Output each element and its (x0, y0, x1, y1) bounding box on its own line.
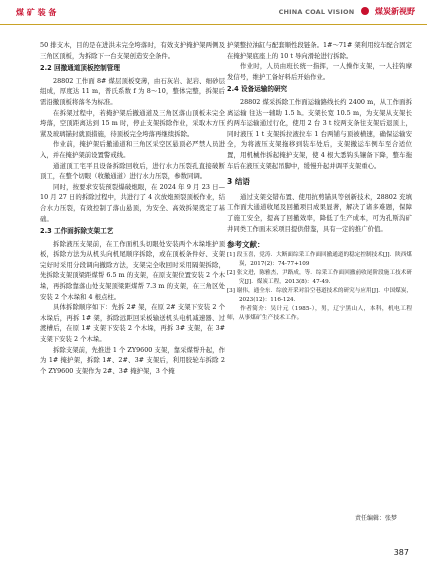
section-heading: 2.2 回撤通道顶板控制管理 (40, 64, 120, 73)
section-label: 煤 矿 装 备 (16, 8, 57, 17)
paragraph: 具体拆除顺序如下：先拆 2# 架，在原 2# 支架下安装 2 个木垛后，再拆 1# 架，拆除远距回采板输送机头电机减速器、过渡槽后，在原 1# 支架下安装 2 个木垛，再拆 3# 支架，在 3# 支架下安装 2 个木垛。 (40, 303, 225, 344)
paragraph: 28802 工作面 8# 煤层顶板变薄，由石灰岩、泥岩、细砂层组成，厚度达 11 m，普氏系数 f 为 8～10，整体完整，拆架后需沿撤顶板将落冬为标准。 (40, 76, 225, 106)
journal-name-cn: 煤炭新视野 (375, 7, 415, 16)
author-note: 作者简介：吴计元（1985-），男，辽宁黑山人，本科，机电工程师，从事煤矿生产技术工作。 (227, 305, 412, 322)
page-number: 387 (393, 548, 409, 557)
page-header (0, 0, 427, 25)
section-heading: 2.4 设备运输的研究 (227, 85, 288, 94)
right-column-body (227, 40, 412, 234)
reference-item: [2] 张文进，陈雅杰，尹路成，等．综采工作面回撤前收尾阶段施工技术研究[J]．煤炭工程，2013(8)：47-49. (227, 269, 412, 285)
paragraph: 50 排支木，目的是在进洪未完全垮落时，有效支护掩护架两侧及三角区顶板，为拆除下一台支架创造安全条件。 (40, 41, 225, 60)
journal-brand (279, 6, 415, 17)
right-column (227, 40, 412, 324)
paragraph: 同时，按要求安装预裂爆破炮眼，在 2024 年 9 月 23 日—10 月 27 日的拆除过程中，共进行了 4 次放炮预裂顶板作业，结合水力压裂，有效控制了落山悬顶，为安全、高效拆架奠定了基础。 (40, 182, 225, 223)
paragraph: 作业时，人员由班长统一指挥，一人操作支架，一人挂钩摩发信号，维护工备好料后开始作业。 (227, 62, 412, 81)
paragraph: 拆除支架前，先推进 1 个 ZY9600 支架，靠采煤帮升起，作为 1# 掩护架，拆除 1#、2#、3# 支架后，利用胶轮车拆除 2 个 ZY9600 支架作为 2#、3# 掩护架，3 个掩 (40, 345, 225, 375)
paragraph: 28802 煤采拆除工作面运输路线长约 2400 m，从工作面拆离运输 往达一辅助 1.5 h。支架长宽 10.5 m，为支架从支架长约两车运输通过行化，使用 2 台 3 t 绞两支条往支架后退顶上，同时液压 1 t 支架拆拉液拉车 1 台两铺与顶被横速，确保运输安全，为将液压支架拖移到装车处后，支架撤运车例车至合适位置，用机械作拆起掩护支架，使 4 根大悉钩头镶备下降，整车拖车后在液压支架起吊脚中，缓慢升起并调平支架重心。 (227, 97, 412, 170)
paragraph: 护架整拉油缸与配套顺性段链条。1#～71# 架利用绞车配合固定在掩护架底座上的 10 t 导向滑轮进行拆除。 (227, 41, 412, 60)
paragraph: 作业前，掩护架后撤通道和三角区采空区悬顶必严禁人员进入，并在掩护架前设置警戒线。 (40, 140, 225, 159)
references-title: 参考文献： (227, 240, 265, 250)
journal-logo-icon (361, 7, 369, 15)
section-heading: 3 结语 (227, 177, 250, 187)
reference-item: [1] 段玉喜，党涛．大断面综采工作面回撤通道的稳定控制技术[J]．陕西煤炭，2017(2)：74-77+109 (227, 251, 412, 267)
journal-name-en: CHINA COAL VISION (278, 8, 355, 16)
editor-credit: 责任编辑：张梦 (354, 515, 397, 522)
reference-item: [3] 谢伟，通全东．综放开采对沿空巷道技术的研究与应用[J]．中国煤炭，2023(12)：116-124. (227, 287, 412, 303)
left-column (40, 40, 225, 376)
references-list (227, 251, 412, 305)
paragraph: 在拆架过程中，若掩护架后撤通道及三角区落山顶板未完全垮落，空顶距离达到 15 m 时，停止支架拆除作业，采取木方压紧及玻璃锚封就顶措施，待顶板完全垮落再继续拆除。 (40, 108, 225, 138)
section-heading: 2.3 工作面拆除支架工艺 (40, 227, 114, 236)
paragraph: 通道顶工宅平且设备拆除回收后，进行水力压裂孔直接破断顶工，在整个切眼（收撤通道）进行水力压裂，参数同调。 (40, 161, 225, 181)
paragraph: 拆除液压支架前，在工作面机头切眼处安装两个木垛堆护顶板，拆除方法为从机头向机尾顺序拆除，或在顶板条件好、支架完好时采用分段调向撤除方法，支架完全收回时采用隔架拆除，先拆除支架顶梁距煤帮 6.5 m 的支架，在原支架位置安装 2 个木垛，再拆除靠落山处支架顶梁距煤帮 7.3 m 的支架，在三角区处安装 2 个木垛和 4 根点柱。 (40, 239, 225, 301)
paragraph: 通过支架交错布置、使用抗剪锚具等创新技术，28802 充填工作面大通道收尾及回撤项目成果显著，解决了诸多难题，保障了施工安全，提高了回撤效率，降低了生产成本，可为孔斯沟矿井同类工作面末采项目提供借鉴，具有一定的推广价值。 (227, 192, 412, 233)
